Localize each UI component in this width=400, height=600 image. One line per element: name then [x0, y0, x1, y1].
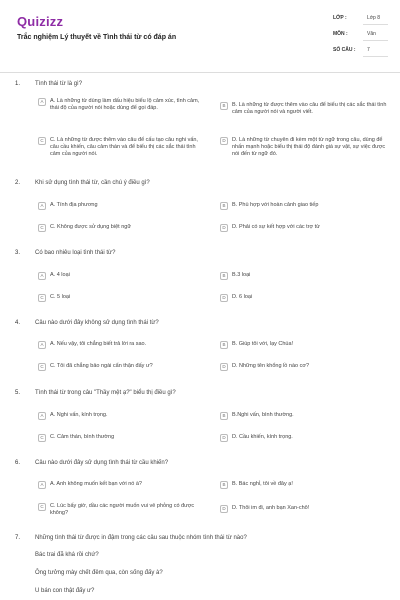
option-text: B. Là những từ được thêm vào câu để biểu thị các sắc thái tình cảm của người nói và người viết. [232, 102, 387, 115]
option-text: C. Không được sử dụng biệt ngữ [50, 224, 132, 230]
meta-subject-label: MÔN : [333, 31, 348, 37]
option-text: D. Những tên khổng lồ nào cơ? [232, 363, 310, 369]
question-number: 7. [15, 535, 21, 541]
meta-class [333, 15, 388, 31]
option-badge: A [38, 98, 46, 106]
option-text: C. Cảm thán, bình thường [50, 434, 115, 440]
option-text: B.Nghi vấn, bình thường. [232, 412, 294, 418]
option-badge: D [220, 137, 228, 145]
meta-underline [363, 56, 388, 57]
option-badge: B [220, 202, 228, 210]
option-badge: C [38, 434, 46, 442]
example-line: Bác trai đã khá rồi chứ? [35, 552, 99, 558]
meta-class-label: LỚP : [333, 15, 347, 21]
meta-subject-value: Văn [367, 31, 376, 37]
option-text: B. Bác nghỉ, tôi về đây ạ! [232, 481, 293, 487]
option-text: D. Phải có sự kết hợp với các trợ từ [232, 224, 320, 230]
option-text: A. Anh không muốn kết bạn với nó à? [50, 481, 142, 487]
question-text: Câu nào dưới đây không sử dụng tình thái từ? [35, 320, 159, 326]
option-badge: B [220, 481, 228, 489]
meta-count-label: SỐ CÂU : [333, 47, 356, 53]
option-badge: B [220, 412, 228, 420]
question-number: 4. [15, 320, 21, 326]
option-text: C. 5 loại [50, 294, 71, 300]
option-text: C. Là những từ được thêm vào câu để cấu tạo câu nghi vấn, câu cầu khiến, câu cảm thán và để biểu thị các sắc thái tình cảm của người nói. [50, 137, 198, 157]
option-badge: C [38, 224, 46, 232]
option-text: C. Lúc bấy giờ, dầu các người muốn vui vẻ phỏng có được không? [50, 503, 195, 516]
question-number: 1. [15, 81, 21, 87]
option-badge: C [38, 363, 46, 371]
option-text: D. 6 loại [232, 294, 253, 300]
question-number: 3. [15, 250, 21, 256]
question-1 [0, 81, 400, 171]
option-text: D. Cầu khiến, kính trọng. [232, 434, 293, 440]
question-text: Tình thái từ là gì? [35, 81, 83, 87]
option-text: B. Phù hợp với hoàn cảnh giao tiếp [232, 202, 319, 208]
option-badge: A [38, 272, 46, 280]
meta-panel [333, 15, 388, 63]
meta-underline [363, 24, 388, 25]
example-line: Ông tưởng mày chết đêm qua, còn sống đấy à? [35, 570, 163, 576]
meta-count [333, 47, 388, 63]
question-text: Câu nào dưới đây sử dụng tình thái từ cầu khiến? [35, 460, 169, 466]
question-7 [0, 535, 400, 599]
option-text: D. Là những từ chuyên đi kèm một từ ngữ trong câu, dùng để nhấn mạnh hoặc biểu thị thái độ đánh giá sự vật, sự việc được nói đến từ ngữ đó. [232, 137, 386, 157]
option-badge: C [38, 294, 46, 302]
question-text: Có bao nhiêu loại tình thái từ? [35, 250, 116, 256]
option-badge: C [38, 503, 46, 511]
meta-subject [333, 31, 388, 47]
option-text: A. Nếu vậy, tôi chẳng biết trả lời ra sao. [50, 341, 147, 347]
question-text: Tình thái từ trong câu "Thầy mệt ạ?" biểu thị điều gì? [35, 390, 176, 396]
option-text: B.3 loại [232, 272, 251, 278]
question-2 [0, 180, 400, 240]
question-text: Khi sử dụng tình thái từ, cần chú ý điều gì? [35, 180, 150, 186]
option-badge: D [220, 294, 228, 302]
option-text: D. Thôi im đi, anh bạn Xan-chô! [232, 505, 310, 511]
question-4 [0, 320, 400, 380]
header-divider [0, 72, 400, 73]
header [0, 0, 400, 72]
option-text: C. Tôi đã chẳng bảo ngài cẩn thận đấy ư? [50, 363, 153, 369]
question-3 [0, 250, 400, 310]
meta-class-value: Lớp 8 [367, 15, 381, 21]
question-number: 5. [15, 390, 21, 396]
option-badge: A [38, 412, 46, 420]
option-text: A. Là những từ dùng làm dấu hiệu biểu lộ cảm xúc, tình cảm, thái độ của người nói hoặc dùng để gọi đáp. [50, 98, 200, 111]
option-text: A. Tính địa phương [50, 202, 98, 208]
option-badge: B [220, 272, 228, 280]
option-text: A. Nghi vấn, kính trọng. [50, 412, 108, 418]
option-badge: B [220, 341, 228, 349]
option-badge: A [38, 341, 46, 349]
option-badge: D [220, 505, 228, 513]
question-5 [0, 390, 400, 450]
meta-count-value: 7 [367, 47, 370, 53]
option-badge: A [38, 481, 46, 489]
example-line: U bán con thật đấy ư? [35, 588, 95, 594]
option-badge: A [38, 202, 46, 210]
option-badge: D [220, 434, 228, 442]
option-text: A. 4 loại [50, 272, 70, 278]
quizizz-logo: Quizizz [17, 14, 64, 29]
question-text: Những tình thái từ được in đậm trong các câu sau thuộc nhóm tình thái từ nào? [35, 535, 247, 541]
question-6 [0, 460, 400, 530]
option-text: B. Giúp tôi với, lạy Chúa! [232, 341, 294, 347]
option-badge: D [220, 363, 228, 371]
question-number: 2. [15, 180, 21, 186]
option-badge: B [220, 102, 228, 110]
page-title: Trắc nghiệm Lý thuyết về Tình thái từ có đáp án [17, 34, 177, 41]
question-number: 6. [15, 460, 21, 466]
option-badge: D [220, 224, 228, 232]
option-badge: C [38, 137, 46, 145]
meta-underline [363, 40, 388, 41]
